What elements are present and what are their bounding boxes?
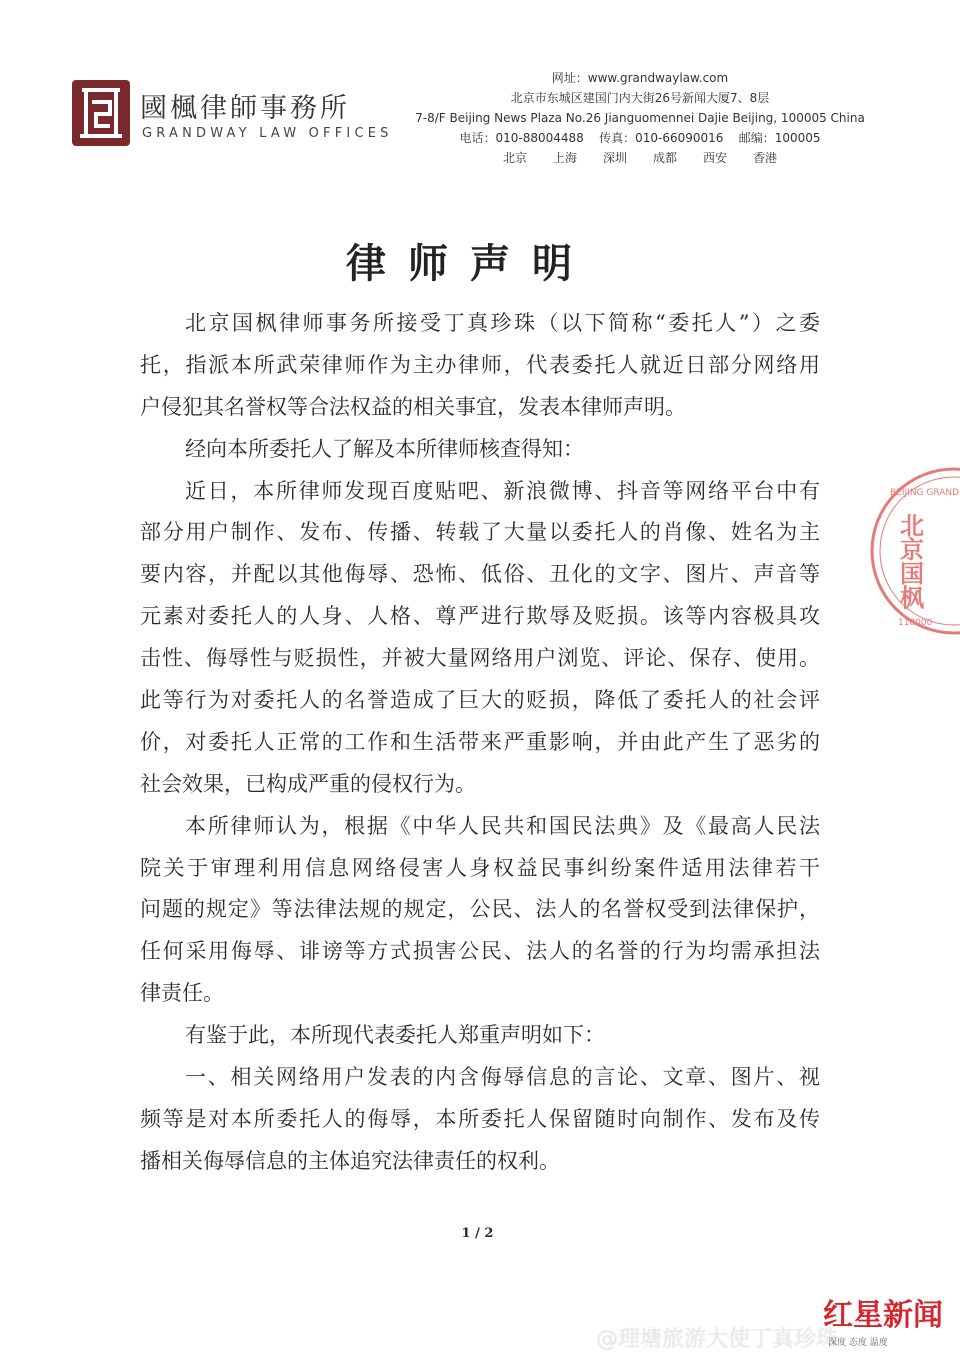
seal-text-cn: 北京国枫 — [895, 513, 925, 609]
paragraph-line: 此等行为对委托人的名誉造成了巨大的贬损，降低了委托人的社会评 — [140, 688, 820, 713]
address-cn: 北京市东城区建国门内大街26号新闻大厦7、8层 — [510, 91, 770, 105]
paragraph-line: 有鉴于此，本所现代表委托人郑重声明如下： — [185, 1023, 605, 1048]
paragraph-line: 经向本所委托人了解及本所律师核查得知： — [185, 436, 584, 461]
city: 成都 — [653, 151, 678, 165]
paragraph-line: 本所律师认为，根据《中华人民共和国民法典》及《最高人民法 — [185, 813, 820, 838]
paragraph-line: 社会效果，已构成严重的侵权行为。 — [140, 771, 476, 796]
city: 上海 — [552, 151, 577, 165]
phone: 电话：010-88004488 — [459, 131, 584, 145]
paragraph-line: 元素对委托人的人身、人格、尊严进行欺辱及贬损。该等内容极具攻 — [140, 604, 820, 629]
office-cities — [380, 148, 900, 168]
city: 深圳 — [602, 151, 627, 165]
paragraph-line: 近日，本所律师发现百度贴吧、新浪微博、抖音等网络平台中有 — [185, 478, 820, 503]
firm-name-cn: 國楓律師事務所 — [140, 93, 350, 124]
source-logo: 红星新闻 — [823, 1298, 943, 1333]
paragraph-line: 北京国枫律师事务所接受丁真珍珠（以下简称“委托人”）之委 — [185, 311, 820, 335]
paragraph-line: 院关于审理利用信息网络侵害人身权益民事纠纷案件适用法律若干 — [140, 855, 820, 880]
paragraph-line: 击性、侮辱性与贬损性，并被大量网络用户浏览、评论、保存、使用。 — [140, 646, 820, 671]
paragraph-line: 一、相关网络用户发表的内含侮辱信息的言论、文章、图片、视 — [185, 1065, 820, 1090]
source-tagline: 深度 态度 温度 — [828, 1338, 888, 1348]
city: 香港 — [753, 151, 778, 165]
fax: 传真：010-66090016 — [599, 131, 724, 145]
website: 网址：www.grandwaylaw.com — [551, 71, 729, 85]
contact-block — [380, 68, 900, 168]
postcode: 邮编：100005 — [738, 131, 821, 145]
firm-logo-icon — [72, 80, 130, 146]
phone-fax-postcode — [380, 128, 900, 148]
page-number: 1 / 2 — [461, 1226, 494, 1241]
firm-name-en: GRANDWAY LAW OFFICES — [142, 126, 393, 141]
city: 西安 — [703, 151, 728, 165]
document-title: 律师声明 — [346, 240, 594, 287]
document-body — [140, 303, 820, 1183]
paragraph-line: 部分用户制作、发布、传播、转载了大量以委托人的肖像、姓名为主 — [140, 520, 820, 545]
official-seal — [868, 465, 960, 637]
paragraph-line: 律责任。 — [140, 981, 224, 1006]
paragraph-line: 问题的规定》等法律法规的规定，公民、法人的名誉权受到法律保护， — [140, 897, 820, 922]
paragraph-line: 户侵犯其名誉权等合法权益的相关事宜，发表本律师声明。 — [140, 394, 686, 419]
paragraph-line: 要内容，并配以其他侮辱、恐怖、低俗、丑化的文字、图片、声音等 — [140, 562, 820, 587]
city: 北京 — [502, 151, 527, 165]
paragraph-line: 频等是对本所委托人的侮辱，本所委托人保留随时向制作、发布及传 — [140, 1106, 820, 1131]
address-en: 7-8/F Beijing News Plaza No.26 Jianguomennei Dajie Beijing, 100005 China — [415, 111, 865, 125]
seal-code: 110000 — [898, 618, 933, 628]
paragraph-line: 任何采用侮辱、诽谤等方式损害公民、法人的名誉的行为均需承担法 — [140, 939, 820, 964]
paragraph-line: 价，对委托人正常的工作和生活带来严重影响，并由此产生了恶劣的 — [140, 729, 820, 754]
seal-text-en: BEIJING GRAND — [890, 488, 960, 498]
weibo-watermark: @理塘旅游大使丁真珍珠 — [596, 1327, 839, 1352]
paragraph-line: 播相关侮辱信息的主体追究法律责任的权利。 — [140, 1148, 560, 1173]
paragraph-line: 托，指派本所武荣律师作为主办律师，代表委托人就近日部分网络用 — [140, 352, 820, 377]
